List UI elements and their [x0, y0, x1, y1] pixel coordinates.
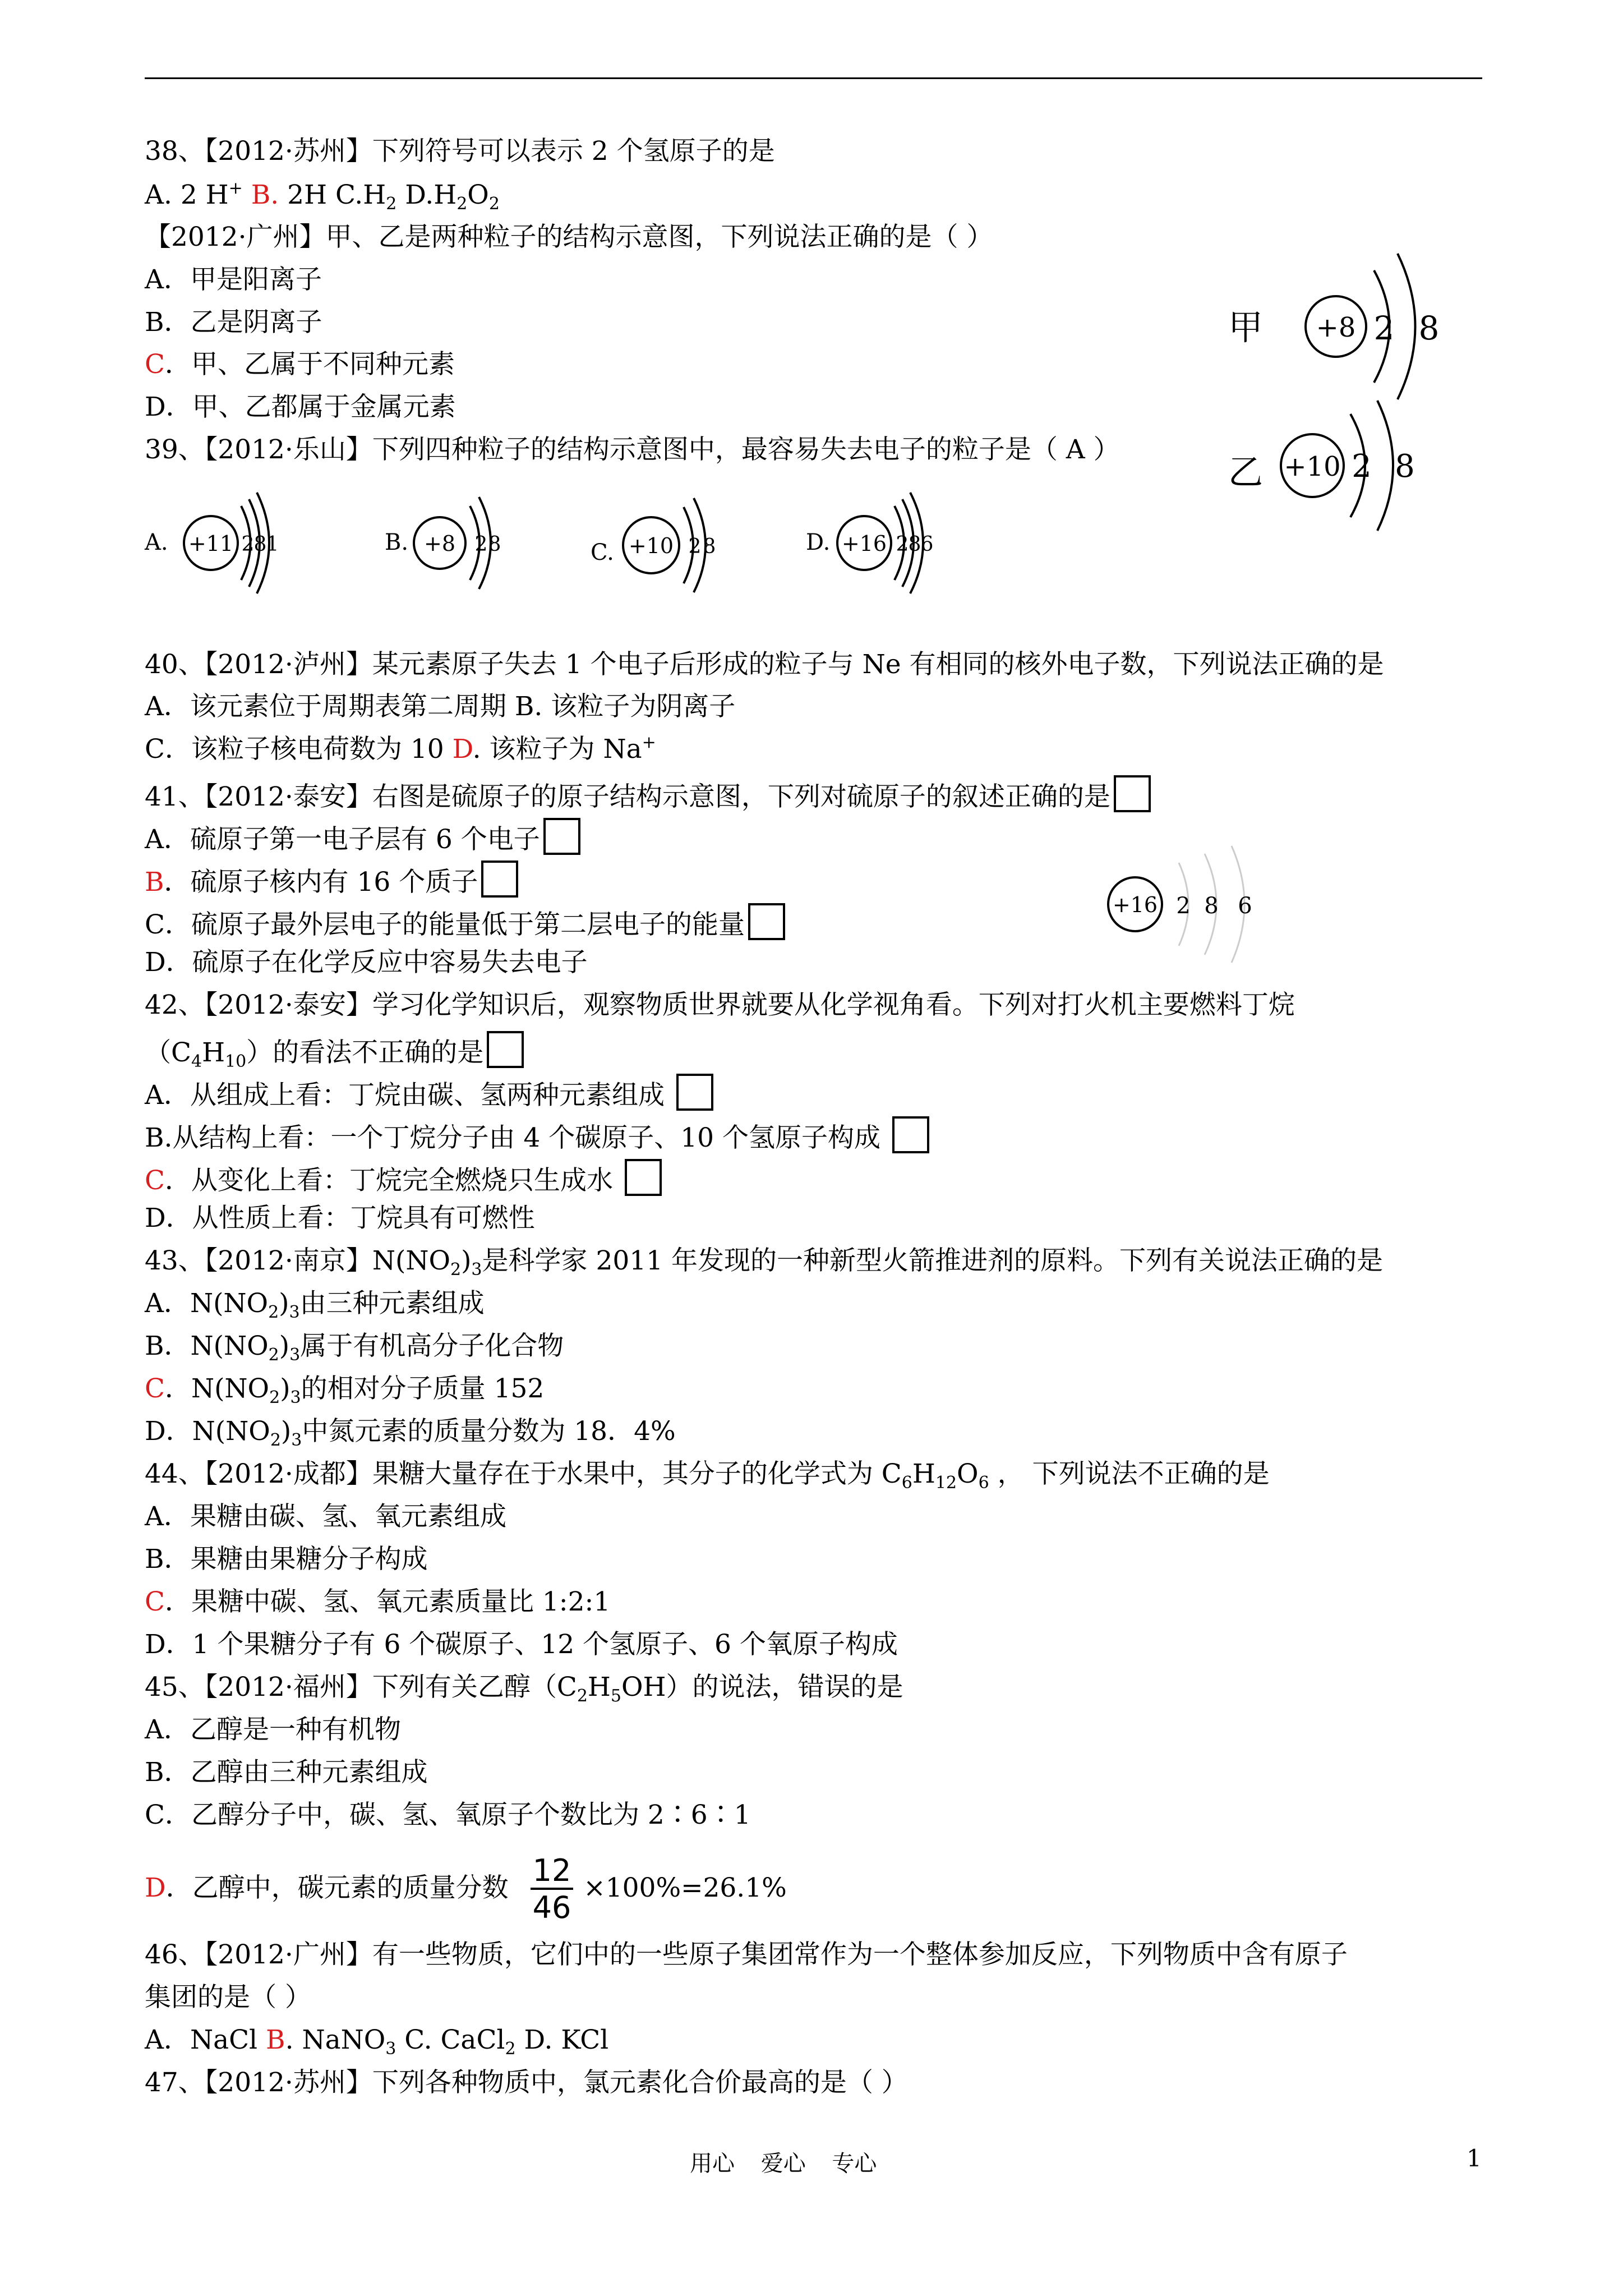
q45-option-d: [145, 1854, 787, 1926]
text-segment: C．乙醇分子中，碳、氢、氧原子个数比为 2∶6∶1: [145, 1800, 751, 1830]
text-segment: OH）的说法，错误的是: [621, 1672, 903, 1703]
subscript: 2: [269, 1388, 280, 1407]
text-segment: A．乙醇是一种有机物: [145, 1714, 401, 1745]
text-line: [145, 988, 1295, 1022]
text-segment: A．N(NO: [145, 1288, 269, 1319]
text-segment: ): [279, 1288, 289, 1319]
text-line: [145, 348, 455, 381]
text-line: [145, 903, 785, 942]
shell-count: 8: [703, 535, 716, 558]
text-line: [145, 1628, 898, 1662]
subscript: 12: [935, 1473, 957, 1493]
answer-box: [892, 1116, 929, 1153]
text-line: [145, 1798, 751, 1832]
text-line: [145, 1981, 311, 2014]
jia-shell-1-count: 2: [1373, 309, 1395, 347]
text-segment: ): [461, 1245, 472, 1276]
q45-option-d-letter: D: [145, 1872, 166, 1903]
text-segment: ): [279, 1331, 290, 1361]
text-segment: B．乙是阴离子: [145, 307, 322, 338]
text-segment: B.从结构上看：一个丁烷分子由 4 个碳原子、10 个氢原子构成: [145, 1122, 889, 1153]
text-line: [145, 263, 322, 297]
text-segment: D.H: [396, 180, 457, 210]
yi-shell-2-arc: [1377, 401, 1393, 531]
text-segment: 43、【2012·南京】N(NO: [145, 1245, 450, 1276]
text-line: [145, 1756, 428, 1789]
text-segment: ．硫原子核内有 16 个质子: [164, 867, 478, 898]
subscript: 3: [471, 1260, 482, 1280]
answer-box: [676, 1074, 713, 1111]
text-line: [145, 1287, 485, 1320]
fraction-numerator: 12: [531, 1854, 574, 1890]
text-segment: A．NaCl: [145, 2024, 266, 2055]
text-line: [145, 648, 1384, 682]
jia-label: 甲: [1228, 307, 1264, 348]
text-segment: 38、【2012·苏州】下列符号可以表示 2 个氢原子的是: [145, 136, 775, 167]
text-segment: 41、【2012·泰安】右图是硫原子的原子结构示意图，下列对硫原子的叙述正确的是: [145, 781, 1110, 812]
q39-option-a-diagram: [145, 494, 313, 589]
q39-option-d-diagram: [806, 494, 974, 589]
text-segment: B．乙醇由三种元素组成: [145, 1757, 428, 1788]
text-segment: A．该元素位于周期表第二周期 B. 该粒子为阴离子: [145, 691, 736, 722]
subscript: 3: [385, 2039, 396, 2059]
text-segment: 44、【2012·成都】果糖大量存在于水果中，其分子的化学式为 C: [145, 1458, 902, 1489]
text-segment: D. KCl: [515, 2024, 609, 2055]
q39-option-d-label: D.: [806, 530, 831, 555]
subscript: 3: [291, 1430, 302, 1450]
text-line: [145, 861, 518, 899]
text-line: [145, 135, 775, 168]
text-segment: 中氮元素的质量分数为 18．4%: [302, 1416, 676, 1447]
sulfur-shell-1-count: 2: [1176, 893, 1191, 919]
text-segment: 属于有机高分子化合物: [300, 1331, 564, 1361]
superscript: +: [228, 178, 243, 198]
jia-shell-2-arc: [1398, 254, 1415, 399]
text-line: [145, 1329, 564, 1363]
subscript: 5: [610, 1686, 622, 1706]
yi-shell-1-count: 2: [1352, 448, 1372, 485]
text-segment: 集团的是（ ）: [145, 1982, 311, 2013]
text-segment: D．甲、乙都属于金属元素: [145, 392, 456, 422]
text-line: [145, 1031, 524, 1070]
sulfur-nucleus-charge: +16: [1112, 892, 1158, 917]
text-segment: 40、【2012·泸州】某元素原子失去 1 个电子后形成的粒子与 Ne 有相同的核外电子数，下列说法正确的是: [145, 649, 1384, 680]
text-segment: A．甲是阳离子: [145, 264, 322, 295]
text-line: [145, 390, 456, 424]
text-segment: ， 下列说法不正确的是: [989, 1458, 1270, 1489]
text-segment: . 该粒子为 Na: [472, 734, 642, 765]
nucleus-charge: +16: [841, 531, 887, 556]
fraction: [531, 1854, 574, 1926]
text-segment: ): [280, 1416, 292, 1447]
q39-option-b-diagram: [385, 494, 525, 589]
text-line: [145, 818, 580, 857]
q39-option-a-label: A.: [145, 530, 168, 555]
q39-option-c-diagram: [591, 494, 748, 589]
text-line: [145, 1457, 1270, 1491]
answer-letter: C: [145, 349, 165, 380]
answer-box: [1114, 775, 1151, 812]
text-line: [145, 220, 993, 254]
answer-letter: B: [145, 867, 164, 898]
text-segment: （C: [145, 1037, 191, 1068]
answer-box: [543, 818, 580, 855]
text-segment: ．甲、乙属于不同种元素: [164, 349, 455, 380]
text-segment: ．果糖中碳、氢、氧元素质量比 1:2:1: [164, 1586, 611, 1617]
text-line: [145, 1415, 676, 1448]
text-segment: B．N(NO: [145, 1331, 269, 1361]
shell-count: 8: [488, 533, 501, 556]
text-segment: A．果糖由碳、氢、氧元素组成: [145, 1501, 506, 1532]
text-segment: [243, 180, 251, 210]
answer-letter: C: [145, 1165, 165, 1196]
text-line: [145, 1585, 610, 1619]
subscript: 6: [978, 1473, 989, 1493]
text-line: [145, 2023, 608, 2057]
answer-box: [487, 1031, 524, 1068]
yi-structure-diagram: [1211, 403, 1447, 537]
subscript: 2: [270, 1430, 281, 1450]
text-line: [145, 946, 588, 979]
text-line: [145, 178, 500, 212]
shell-count: 6: [920, 533, 934, 556]
text-line: [145, 1500, 506, 1534]
text-line: [145, 1938, 1348, 1972]
q45-option-d-tail: ×100%=26.1%: [583, 1872, 787, 1903]
text-segment: D．1 个果糖分子有 6 个碳原子、12 个氢原子、6 个氧原子构成: [145, 1629, 898, 1660]
text-segment: A．硫原子第一电子层有 6 个电子: [145, 824, 540, 855]
subscript: 3: [289, 1345, 301, 1365]
sulfur-shell-2-count: 8: [1204, 893, 1219, 919]
shell-count: 2: [474, 533, 488, 556]
shell-count: 8: [253, 533, 267, 556]
superscript: +: [642, 733, 656, 752]
sulfur-shell-3-count: 6: [1238, 893, 1252, 919]
text-segment: ．从变化上看：丁烷完全燃烧只生成水: [164, 1165, 621, 1196]
text-segment: ）的看法不正确的是: [246, 1037, 484, 1068]
nucleus-charge: +8: [423, 531, 456, 556]
text-segment: B．果糖由果糖分子构成: [145, 1544, 428, 1575]
yi-nucleus-charge: +10: [1284, 451, 1341, 482]
q45-option-d-text: ．乙醇中，碳元素的质量分数: [165, 1872, 517, 1903]
header-rule: [145, 77, 1482, 79]
subscript: 2: [268, 1345, 279, 1365]
fraction-denominator: 46: [532, 1890, 571, 1925]
page-number: 1: [1467, 2145, 1482, 2172]
subscript: 2: [457, 194, 468, 214]
q39-option-c-label: C.: [591, 540, 614, 565]
text-segment: . NaNO: [285, 2024, 386, 2055]
text-segment: O: [467, 180, 489, 210]
text-line: [145, 775, 1151, 814]
text-segment: 47、【2012·苏州】下列各种物质中，氯元素化合价最高的是（ ）: [145, 2067, 908, 2098]
text-segment: D．硫原子在化学反应中容易失去电子: [145, 947, 588, 978]
text-line: [145, 690, 735, 724]
nucleus-charge: +11: [188, 531, 234, 556]
answer-letter: C: [145, 1586, 165, 1617]
sulfur-structure-diagram: [1105, 841, 1284, 965]
text-segment: 的相对分子质量 152: [301, 1373, 545, 1404]
shell-count: 2: [241, 533, 255, 556]
subscript: 3: [290, 1388, 301, 1407]
text-segment: O: [957, 1458, 979, 1489]
subscript: 10: [225, 1052, 247, 1071]
shell-count: 2: [896, 533, 909, 556]
footer-text: 用心 爱心 专心: [690, 2151, 877, 2177]
text-line: [145, 1116, 929, 1155]
text-segment: H: [587, 1672, 611, 1703]
text-line: [145, 1372, 544, 1406]
jia-shell-2-count: 8: [1418, 309, 1440, 347]
text-line: [145, 1074, 713, 1112]
text-segment: 39、【2012·乐山】下列四种粒子的结构示意图中，最容易失去电子的粒子是（ A ）: [145, 434, 1120, 465]
answer-letter: B: [266, 2024, 285, 2055]
text-line: [145, 733, 656, 766]
answer-letter: C: [145, 1373, 165, 1404]
yi-shell-2-count: 8: [1395, 448, 1415, 485]
text-segment: ．N(NO: [164, 1373, 270, 1404]
text-line: [145, 1244, 1383, 1278]
text-segment: 由三种元素组成: [299, 1288, 485, 1319]
shell-count: 8: [908, 533, 921, 556]
text-line: [145, 2066, 908, 2100]
text-segment: A．从组成上看：丁烷由碳、氢两种元素组成: [145, 1080, 673, 1111]
subscript: 2: [386, 194, 397, 214]
answer-letter: D: [452, 734, 473, 765]
shell-count: 1: [266, 533, 279, 556]
text-segment: C. CaCl: [396, 2024, 505, 2055]
subscript: 6: [901, 1473, 912, 1493]
yi-label: 乙: [1228, 452, 1264, 493]
text-line: [145, 1159, 662, 1198]
text-segment: C．硫原子最外层电子的能量低于第二层电子的能量: [145, 909, 745, 940]
answer-letter: B.: [251, 180, 279, 210]
text-segment: ): [280, 1373, 291, 1404]
subscript: 3: [289, 1303, 300, 1322]
text-segment: 【2012·广州】甲、乙是两种粒子的结构示意图，下列说法正确的是（ ）: [145, 222, 993, 252]
text-line: [145, 1713, 401, 1747]
subscript: 2: [450, 1260, 462, 1280]
text-segment: 46、【2012·广州】有一些物质，它们中的一些原子集团常作为一个整体参加反应，下列物质中含有原子: [145, 1939, 1348, 1970]
subscript: 2: [577, 1686, 588, 1706]
subscript: 2: [505, 2039, 516, 2059]
text-segment: C．该粒子核电荷数为 10: [145, 734, 453, 765]
shell-count: 2: [688, 535, 702, 558]
text-segment: A. 2 H: [145, 180, 229, 210]
text-line: [145, 433, 1120, 467]
subscript: 2: [488, 194, 500, 214]
nucleus-charge: +10: [628, 533, 674, 558]
q39-option-b-label: B.: [385, 530, 409, 555]
text-segment: 45、【2012·福州】下列有关乙醇（C: [145, 1672, 577, 1703]
text-segment: 是科学家 2011 年发现的一种新型火箭推进剂的原料。下列有关说法正确的是: [482, 1245, 1384, 1276]
text-line: [145, 1202, 535, 1235]
text-segment: D．从性质上看：丁烷具有可燃性: [145, 1203, 535, 1234]
text-segment: D．N(NO: [145, 1416, 270, 1447]
text-segment: H: [202, 1037, 225, 1068]
text-segment: 2H C.H: [279, 180, 386, 210]
jia-nucleus-charge: +8: [1316, 312, 1356, 343]
subscript: 2: [268, 1303, 279, 1322]
text-segment: H: [912, 1458, 935, 1489]
text-line: [145, 1543, 428, 1576]
subscript: 4: [191, 1052, 202, 1071]
answer-box: [748, 903, 785, 940]
text-line: [145, 1671, 903, 1704]
text-line: [145, 306, 322, 339]
text-segment: 42、【2012·泰安】学习化学知识后，观察物质世界就要从化学视角看。下列对打火机主要燃料丁烷: [145, 990, 1295, 1020]
jia-structure-diagram: [1211, 252, 1447, 398]
answer-box: [625, 1159, 662, 1196]
answer-box: [481, 861, 518, 898]
